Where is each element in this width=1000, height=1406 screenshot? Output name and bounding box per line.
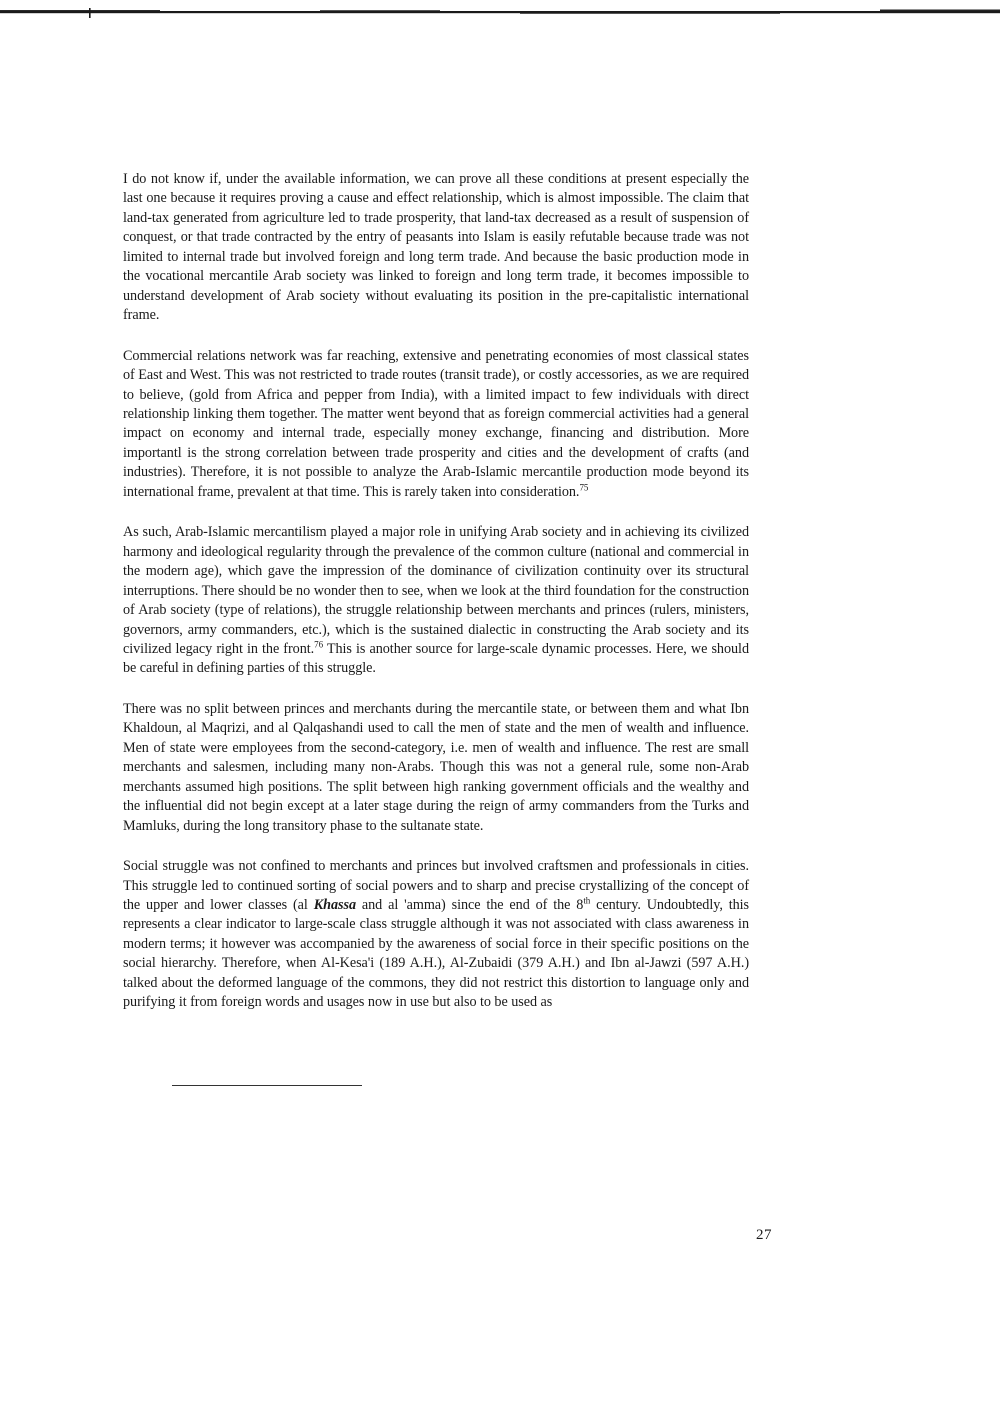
scan-top-edge <box>0 6 1000 20</box>
paragraph-2 <box>123 347 749 503</box>
paragraph-5-text-1: Social struggle was not confined to merchants and princes but involved craftsmen and professionals in cities. This struggle led to continued sorting of social powers and to sharp and precise crystallizing of the concept of the upper and lower classes (al <box>123 858 749 913</box>
footnote-separator <box>172 1085 362 1086</box>
page-number: 27 <box>756 1227 772 1243</box>
paragraph-5-text-3: century. Undoubtedly, this represents a clear indicator to large-scale class struggle although it was not associated with class awareness in modern terms; it however was accompanied by the awareness of social force in their specific positions on the social hierarchy. Therefore, when Al-Kesa'i (189 A.H.), Al-Zubaidi (379 A.H.) and Ibn al-Jawzi (597 A.H.) talked about the deformed language of the commons, they did not restrict this distortion to language only and purifying it from foreign words and usages now in use but also to be used as <box>123 896 749 1011</box>
emphasized-term: Khassa <box>313 896 356 913</box>
paragraph-4 <box>123 700 749 836</box>
paragraph-5 <box>123 857 749 1013</box>
paragraph-1-text: I do not know if, under the available information, we can prove all these conditions at present especially the last one because it requires proving a cause and effect relationship, which is almost impossible. The claim that land-tax generated from agriculture led to trade prosperity, that land-tax decreased as a result of suspension of conquest, or that trade contracted by the entry of peasants into Islam is easily refutable because trade was not limited to internal trade but involved foreign and long term trade. And because the basic production mode in the vocational mercantile Arab society was linked to foreign and long term trade, it becomes impossible to understand development of Arab society without evaluating its position in the pre-capitalistic international frame. <box>123 171 749 324</box>
paragraph-3 <box>123 523 749 679</box>
footnote-ref-75[interactable]: 75 <box>579 482 589 493</box>
paragraph-4-text: There was no split between princes and merchants during the mercantile state, or between them and what Ibn Khaldoun, al Maqrizi, and al Qalqashandi used to call the men of state and the men of wealth and influence. Men of state were employees from the second-category, i.e. men of wealth and influence. The rest are small merchants and salesmen, including many non-Arabs. Though this was not a general rule, some non-Arab merchants assumed high positions. The split between high ranking government officials and the wealthy and the influential did not begin except at a later stage during the reign of army commanders from the Turks and Mamluks, during the long transitory phase to the sultanate state. <box>123 700 749 834</box>
ordinal-superscript: th <box>583 895 591 906</box>
paragraph-3-text-after: This is another source for large-scale dynamic processes. Here, we should be careful in defining parties of this struggle. <box>123 640 749 677</box>
paragraph-3-text-before: As such, Arab-Islamic mercantilism played a major role in unifying Arab society and in achieving its civilized harmony and ideological regularity through the prevalence of the common culture (national and commercial in the modern age), which gave the impression of the dominance of civilization continuity over its structural interruptions. There should be no wonder then to see, when we look at the third foundation for the construction of Arab society (type of relations), the struggle relationship between merchants and princes (rulers, ministers, governors, army commanders, etc.), which is the sustained dialectic in constructing the Arab society and its civilized legacy right in the front. <box>123 524 749 657</box>
page-body <box>123 170 749 1034</box>
paragraph-2-text: Commercial relations network was far reaching, extensive and penetrating economies of most classical states of East and West. This was not restricted to trade routes (transit trade), or costly accessories, as we are required to believe, (gold from Africa and pepper from India), with a limited impact to few individuals with direct relationship linking them together. The matter went beyond that as foreign commercial activities had a general impact on economy and internal trade, especially money exchange, financing and distribution. More importantl is the strong correlation between trade prosperity and cities and the development of crafts (and industries). Therefore, it is not possible to analyze the Arab-Islamic mercantile production mode beyond its international frame, prevalent at that time. This is rarely taken into consideration. <box>123 347 749 500</box>
paragraph-1 <box>123 170 749 326</box>
paragraph-5-text-2: and al 'amma) since the end of the 8 <box>356 896 584 913</box>
footnote-ref-76[interactable]: 76 <box>314 639 324 650</box>
